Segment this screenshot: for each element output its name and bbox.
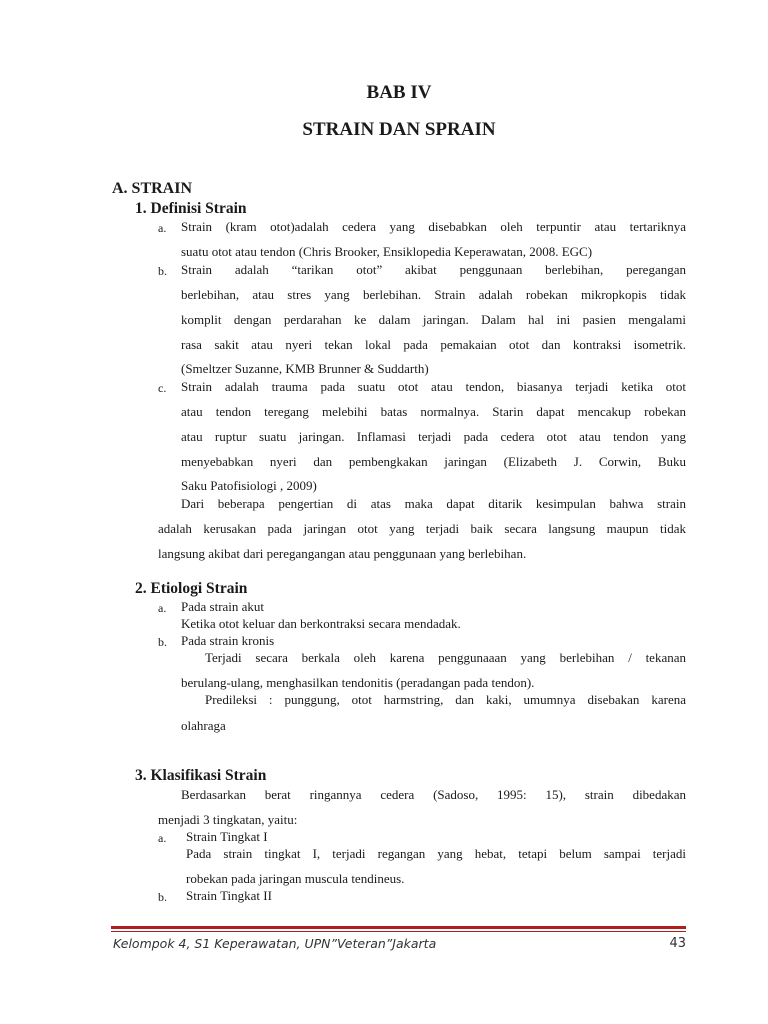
footer-rule — [111, 926, 686, 929]
page-title: STRAIN DAN SPRAIN — [302, 119, 496, 140]
klasifikasi-b-label: Strain Tingkat II — [186, 888, 272, 903]
list-marker: a. — [158, 601, 167, 615]
definition-c-line: menyebabkan nyeri dan pembengkakan jaringan (Elizabeth J. Corwin, Buku — [181, 454, 686, 469]
chapter-title: BAB IV — [366, 82, 432, 103]
etiologi-b-label: Pada strain kronis — [181, 633, 275, 648]
klasifikasi-a-label: Strain Tingkat I — [186, 829, 268, 844]
definition-a-line: Strain (kram otot)adalah cedera yang disebabkan oleh terpuntir atau tertariknya — [181, 219, 686, 234]
etiologi-b-line: olahraga — [181, 718, 226, 733]
klasifikasi-a-line: Pada strain tingkat I, terjadi regangan yang hebat, tetapi belum sampai terjadi — [186, 846, 686, 861]
etiologi-a-label: Pada strain akut — [181, 599, 265, 614]
etiologi-a-text: Ketika otot keluar dan berkontraksi secara mendadak. — [181, 616, 461, 631]
list-marker: b. — [158, 635, 167, 649]
conclusion-line: langsung akibat dari peregangangan atau penggunaan yang berlebihan. — [158, 546, 527, 561]
klasifikasi-intro-line: Berdasarkan berat ringannya cedera (Sadoso, 1995: 15), strain dibedakan — [181, 787, 686, 802]
etiologi-b-line: Terjadi secara berkala oleh karena penggunaaan yang berlebihan / tekanan — [205, 650, 686, 665]
definition-b-line: komplit dengan perdarahan ke dalam jaringan. Dalam hal ini pasien mengalami — [181, 312, 686, 327]
definition-a-line: suatu otot atau tendon (Chris Brooker, Ensiklopedia Keperawatan, 2008. EGC) — [181, 244, 593, 259]
klasifikasi-a-line: robekan pada jaringan muscula tendineus. — [186, 871, 405, 886]
etiologi-heading: 2. Etiologi Strain — [135, 580, 248, 597]
definition-c-line: Saku Patofisiologi , 2009) — [181, 478, 317, 493]
definisi-heading: 1. Definisi Strain — [135, 200, 247, 217]
section-a-heading: A. STRAIN — [112, 180, 193, 197]
footer-text: Kelompok 4, S1 Keperawatan, UPN”Veteran”Jakarta — [113, 936, 437, 951]
definition-b-line: rasa sakit atau nyeri tekan lokal pada pemakaian otot dan kontraksi isometrik. — [181, 337, 686, 352]
page-number: 43 — [669, 936, 686, 951]
list-marker: a. — [158, 221, 167, 235]
definition-c-line: atau ruptur suatu jaringan. Inflamasi terjadi pada cedera otot atau tendon yang — [181, 429, 686, 444]
definition-b-line: Strain adalah “tarikan otot” akibat penggunaan berlebihan, peregangan — [181, 262, 686, 277]
conclusion-line: adalah kerusakan pada jaringan otot yang terjadi baik secara langsung maupun tidak — [158, 521, 686, 536]
etiologi-b-line: berulang-ulang, menghasilkan tendonitis (peradangan pada tendon). — [181, 675, 535, 690]
list-marker: a. — [158, 831, 167, 845]
definition-b-line: berlebihan, atau stres yang berlebihan. Strain adalah robekan mikropkopis tidak — [181, 287, 686, 302]
definition-c-line: Strain adalah trauma pada suatu otot atau tendon, biasanya terjadi ketika otot — [181, 379, 686, 394]
etiologi-b-line: Predileksi : punggung, otot harmstring, dan kaki, umumnya disebakan karena — [205, 692, 686, 707]
conclusion-line: Dari beberapa pengertian di atas maka dapat ditarik kesimpulan bahwa strain — [181, 496, 686, 511]
footer-rule-thin — [111, 931, 686, 932]
klasifikasi-intro-line: menjadi 3 tingkatan, yaitu: — [158, 812, 298, 827]
list-marker: b. — [158, 264, 167, 278]
definition-c-line: atau tendon teregang melebihi batas normalnya. Starin dapat mencakup robekan — [181, 404, 686, 419]
klasifikasi-heading: 3. Klasifikasi Strain — [135, 767, 267, 784]
list-marker: b. — [158, 890, 167, 904]
list-marker: c. — [158, 381, 167, 395]
definition-b-line: (Smeltzer Suzanne, KMB Brunner & Suddarth) — [181, 361, 429, 376]
